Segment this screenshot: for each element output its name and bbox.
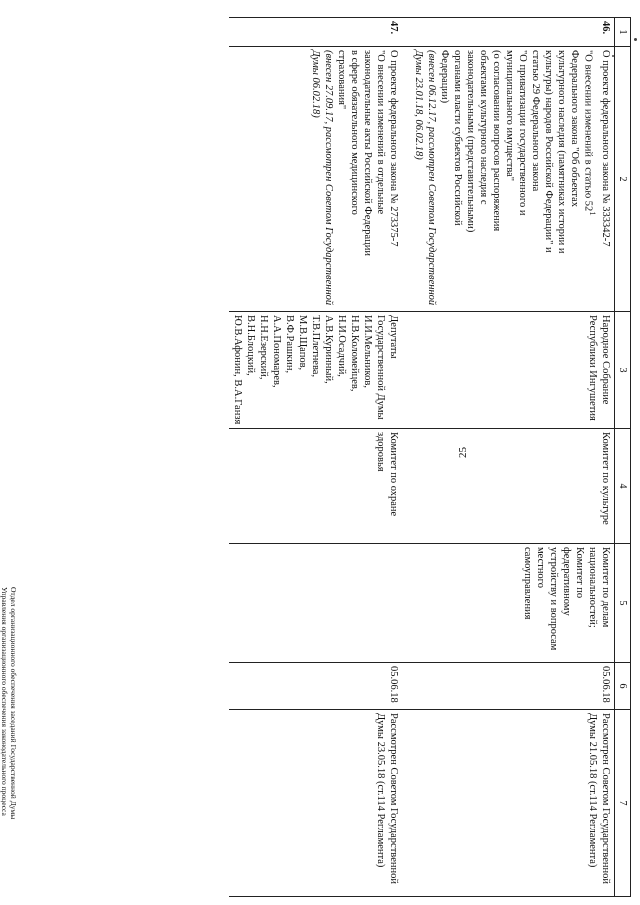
bill-line: Федерации) [439,50,451,104]
responsible-committee: Комитет по охране здоровья [230,429,403,544]
bill-line: культуры) народов Российской Федерации" и [543,50,555,253]
bill-note: (внесен 27.09.17, рассмотрен Советом Государственной Думы 06.02.18) [310,50,335,306]
bill-line: муниципального имущества" [504,50,516,182]
bill-line: органами власти субъектов Российской [452,50,464,226]
bill-line: статью 29 Федерального закона [530,50,542,192]
bill-line: культурного наследия (памятниках истории и [556,50,568,254]
date: 05.06.18 [403,663,615,710]
footer-line-1: Отдел организационного обеспечения заседаний Государственной Думы [9,587,18,820]
bill-line: "О внесении изменений в статью 52 [582,50,594,212]
bill-note: (внесен 06.12.17, рассмотрен Советом Государственной Думы 23.01.18, 06.02.18) [413,50,438,306]
initiator: Депутаты Государственной Думы И.И.Мельников, Н.В.Коломейцев, Н.И.Осадчий, А.В.Куринный, Т.В.Плетнева, М.В.Щапов, В.Ф.Рашкин, А.А.Пономарев, Н.Н.Езерский, В.Н.Блоцкий, Ю.В.Афонин, В.А.Ганзя [230,312,403,429]
initiator: Народное Собрание Республики Ингушетия [403,312,615,429]
responsible-committee: Комитет по культуре [403,429,615,544]
col-header-7: 7 [615,710,631,897]
col-header-2: 2 [615,47,631,312]
scan-speck [634,38,637,41]
bill-line: "О приватизации государственного и [517,50,529,216]
scan-speck [612,55,614,57]
bill-line: "О внесении изменений в отдельные [375,50,387,215]
row-number: 47. [230,18,403,47]
bill-line: законодательные акты Российской Федерации [362,50,374,257]
status: Рассмотрен Советом Государственной Думы 23.05.18 (ст.114 Регламента) [230,710,403,897]
page-number: 25 [457,447,469,458]
bill-line: О проекте федерального закона № 273375-7 [388,50,400,247]
table-row [403,18,615,897]
footer-line-2: Управления организационного обеспечения законодательного процесса [0,587,9,816]
bill-line: в сфере обязательного медицинского [349,50,361,215]
date: 05.06.18 [230,663,403,710]
table-row [230,18,403,897]
co-committees [230,544,403,663]
col-header-5: 5 [615,544,631,663]
bill-line: страхования" [336,50,348,110]
bill-title [230,47,403,312]
footer [0,587,18,887]
col-header-6: 6 [615,663,631,710]
bill-line: О проекте федерального закона № 333342-7 [600,50,611,247]
bill-line: Федерального закона "Об объектах [569,50,581,208]
bills-table [230,17,632,897]
bill-line: (о согласовании вопросов распоряжения [491,50,503,232]
bill-title [403,47,615,312]
col-header-1: 1 [615,18,631,47]
row-number: 46. [403,18,615,47]
column-number-row [615,18,631,897]
col-header-4: 4 [615,429,631,544]
co-committees: Комитет по делам национальностей; Комитет по федеративному устройству и вопросам местного самоуправления [403,544,615,663]
col-header-3: 3 [615,312,631,429]
bill-line: законодательными (представительными) [465,50,477,233]
status: Рассмотрен Советом Государственной Думы 21.05.18 (ст.114 Регламента) [403,710,615,897]
bill-superscript: 1 [588,211,598,216]
bill-line: объектами культурного наследия с [478,50,490,205]
